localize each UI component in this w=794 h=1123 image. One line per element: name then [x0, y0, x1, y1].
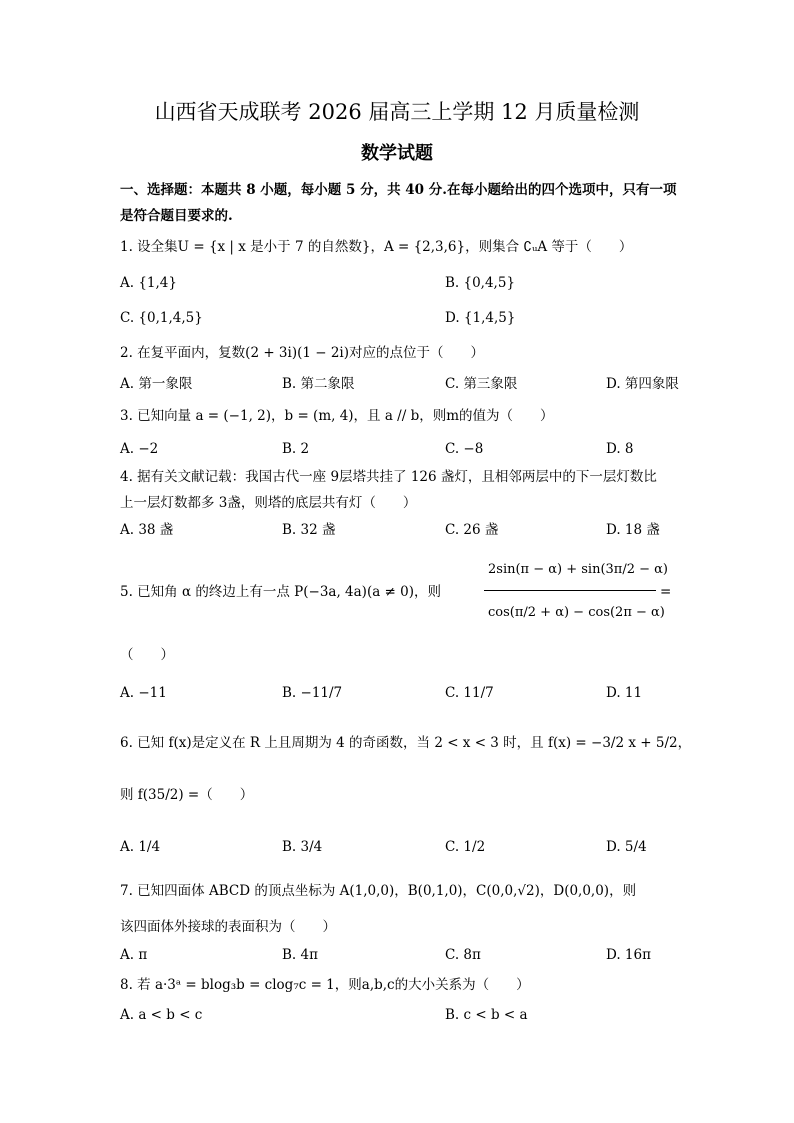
q5-option-c: C. 11/7 [445, 685, 494, 701]
q6-option-c: C. 1/2 [445, 839, 486, 855]
q7-option-b: B. 4π [282, 947, 318, 963]
q5-numerator: 2sin(π − α) + sin(3π/2 − α) [488, 562, 669, 577]
q5-fraction-bar [484, 590, 656, 591]
q5-option-b: B. −11/7 [282, 685, 343, 701]
q2-option-b: B. 第二象限 [282, 376, 355, 392]
q1-option-a: A. {1,4} [120, 275, 177, 291]
q1-option-d: D. {1,4,5} [445, 310, 516, 326]
q1-option-b: B. {0,4,5} [445, 275, 516, 291]
exam-title: 山西省天成联考 2026 届高三上学期 12 月质量检测 [154, 100, 640, 124]
q8-option-b: B. c < b < a [445, 1007, 528, 1023]
question-7-stem: 7. 已知四面体 ABCD 的顶点坐标为 A(1,0,0)，B(0,1,0)，C(0,0,√2)，D(0,0,0)，则 [120, 883, 637, 899]
question-5-tail: （ ） [120, 647, 174, 663]
q1-option-c: C. {0,1,4,5} [120, 310, 203, 326]
q7-option-a: A. π [120, 947, 148, 963]
question-8-stem: 8. 若 a·3ᵃ = blog₃b = clog₇c = 1，则a,b,c的大小关系为（ ） [120, 977, 530, 993]
q5-option-d: D. 11 [606, 685, 643, 701]
q5-option-a: A. −11 [120, 685, 167, 701]
q5-equals: = [660, 584, 672, 600]
question-4-stem-line1: 4. 据有关文献记载：我国古代一座 9层塔共挂了 126 盏灯，且相邻两层中的下一层灯数比 [120, 469, 657, 485]
q4-option-b: B. 32 盏 [282, 522, 336, 538]
question-2-stem: 2. 在复平面内，复数(2 + 3i)(1 − 2i)对应的点位于（ ） [120, 345, 485, 361]
q6-option-d: D. 5/4 [606, 839, 647, 855]
q4-option-d: D. 18 盏 [606, 522, 660, 538]
q6-option-a: A. 1/4 [120, 839, 161, 855]
q3-option-d: D. 8 [606, 441, 634, 457]
section-heading-line2: 是符合题目要求的. [120, 208, 233, 224]
q4-option-c: C. 26 盏 [445, 522, 499, 538]
q7-option-c: C. 8π [445, 947, 481, 963]
q7-option-d: D. 16π [606, 947, 651, 963]
q3-option-b: B. 2 [282, 441, 310, 457]
q6-option-b: B. 3/4 [282, 839, 323, 855]
q2-option-c: C. 第三象限 [445, 376, 518, 392]
q4-option-a: A. 38 盏 [120, 522, 174, 538]
question-7-stem-line2: 该四面体外接球的表面积为（ ） [120, 919, 336, 935]
q3-option-c: C. −8 [445, 441, 484, 457]
q2-option-a: A. 第一象限 [120, 376, 193, 392]
question-5-stem: 5. 已知角 α 的终边上有一点 P(−3a, 4a)(a ≠ 0)，则 [120, 584, 442, 600]
exam-subtitle: 数学试题 [361, 143, 433, 164]
q3-option-a: A. −2 [120, 441, 159, 457]
question-1-stem: 1. 设全集U = {x | x 是小于 7 的自然数}，A = {2,3,6}，则集合 ∁ᵤA 等于（ ） [120, 239, 633, 255]
question-3-stem: 3. 已知向量 a = (−1, 2)，b = (m, 4)，且 a // b，则m的值为（ ） [120, 408, 554, 424]
q8-option-a: A. a < b < c [120, 1007, 203, 1023]
question-6-stem: 6. 已知 f(x)是定义在 R 上且周期为 4 的奇函数，当 2 < x < 3 时，且 f(x) = −3/2 x + 5/2， [120, 735, 692, 751]
section-heading-line1: 一、选择题：本题共 8 小题，每小题 5 分，共 40 分.在每小题给出的四个选项中，只有一项 [120, 182, 677, 198]
question-6-stem-line2: 则 f(35/2) =（ ） [120, 787, 254, 803]
q5-denominator: cos(π/2 + α) − cos(2π − α) [488, 605, 665, 620]
question-4-stem-line2: 上一层灯数都多 3盏，则塔的底层共有灯（ ） [120, 495, 417, 511]
q2-option-d: D. 第四象限 [606, 376, 679, 392]
